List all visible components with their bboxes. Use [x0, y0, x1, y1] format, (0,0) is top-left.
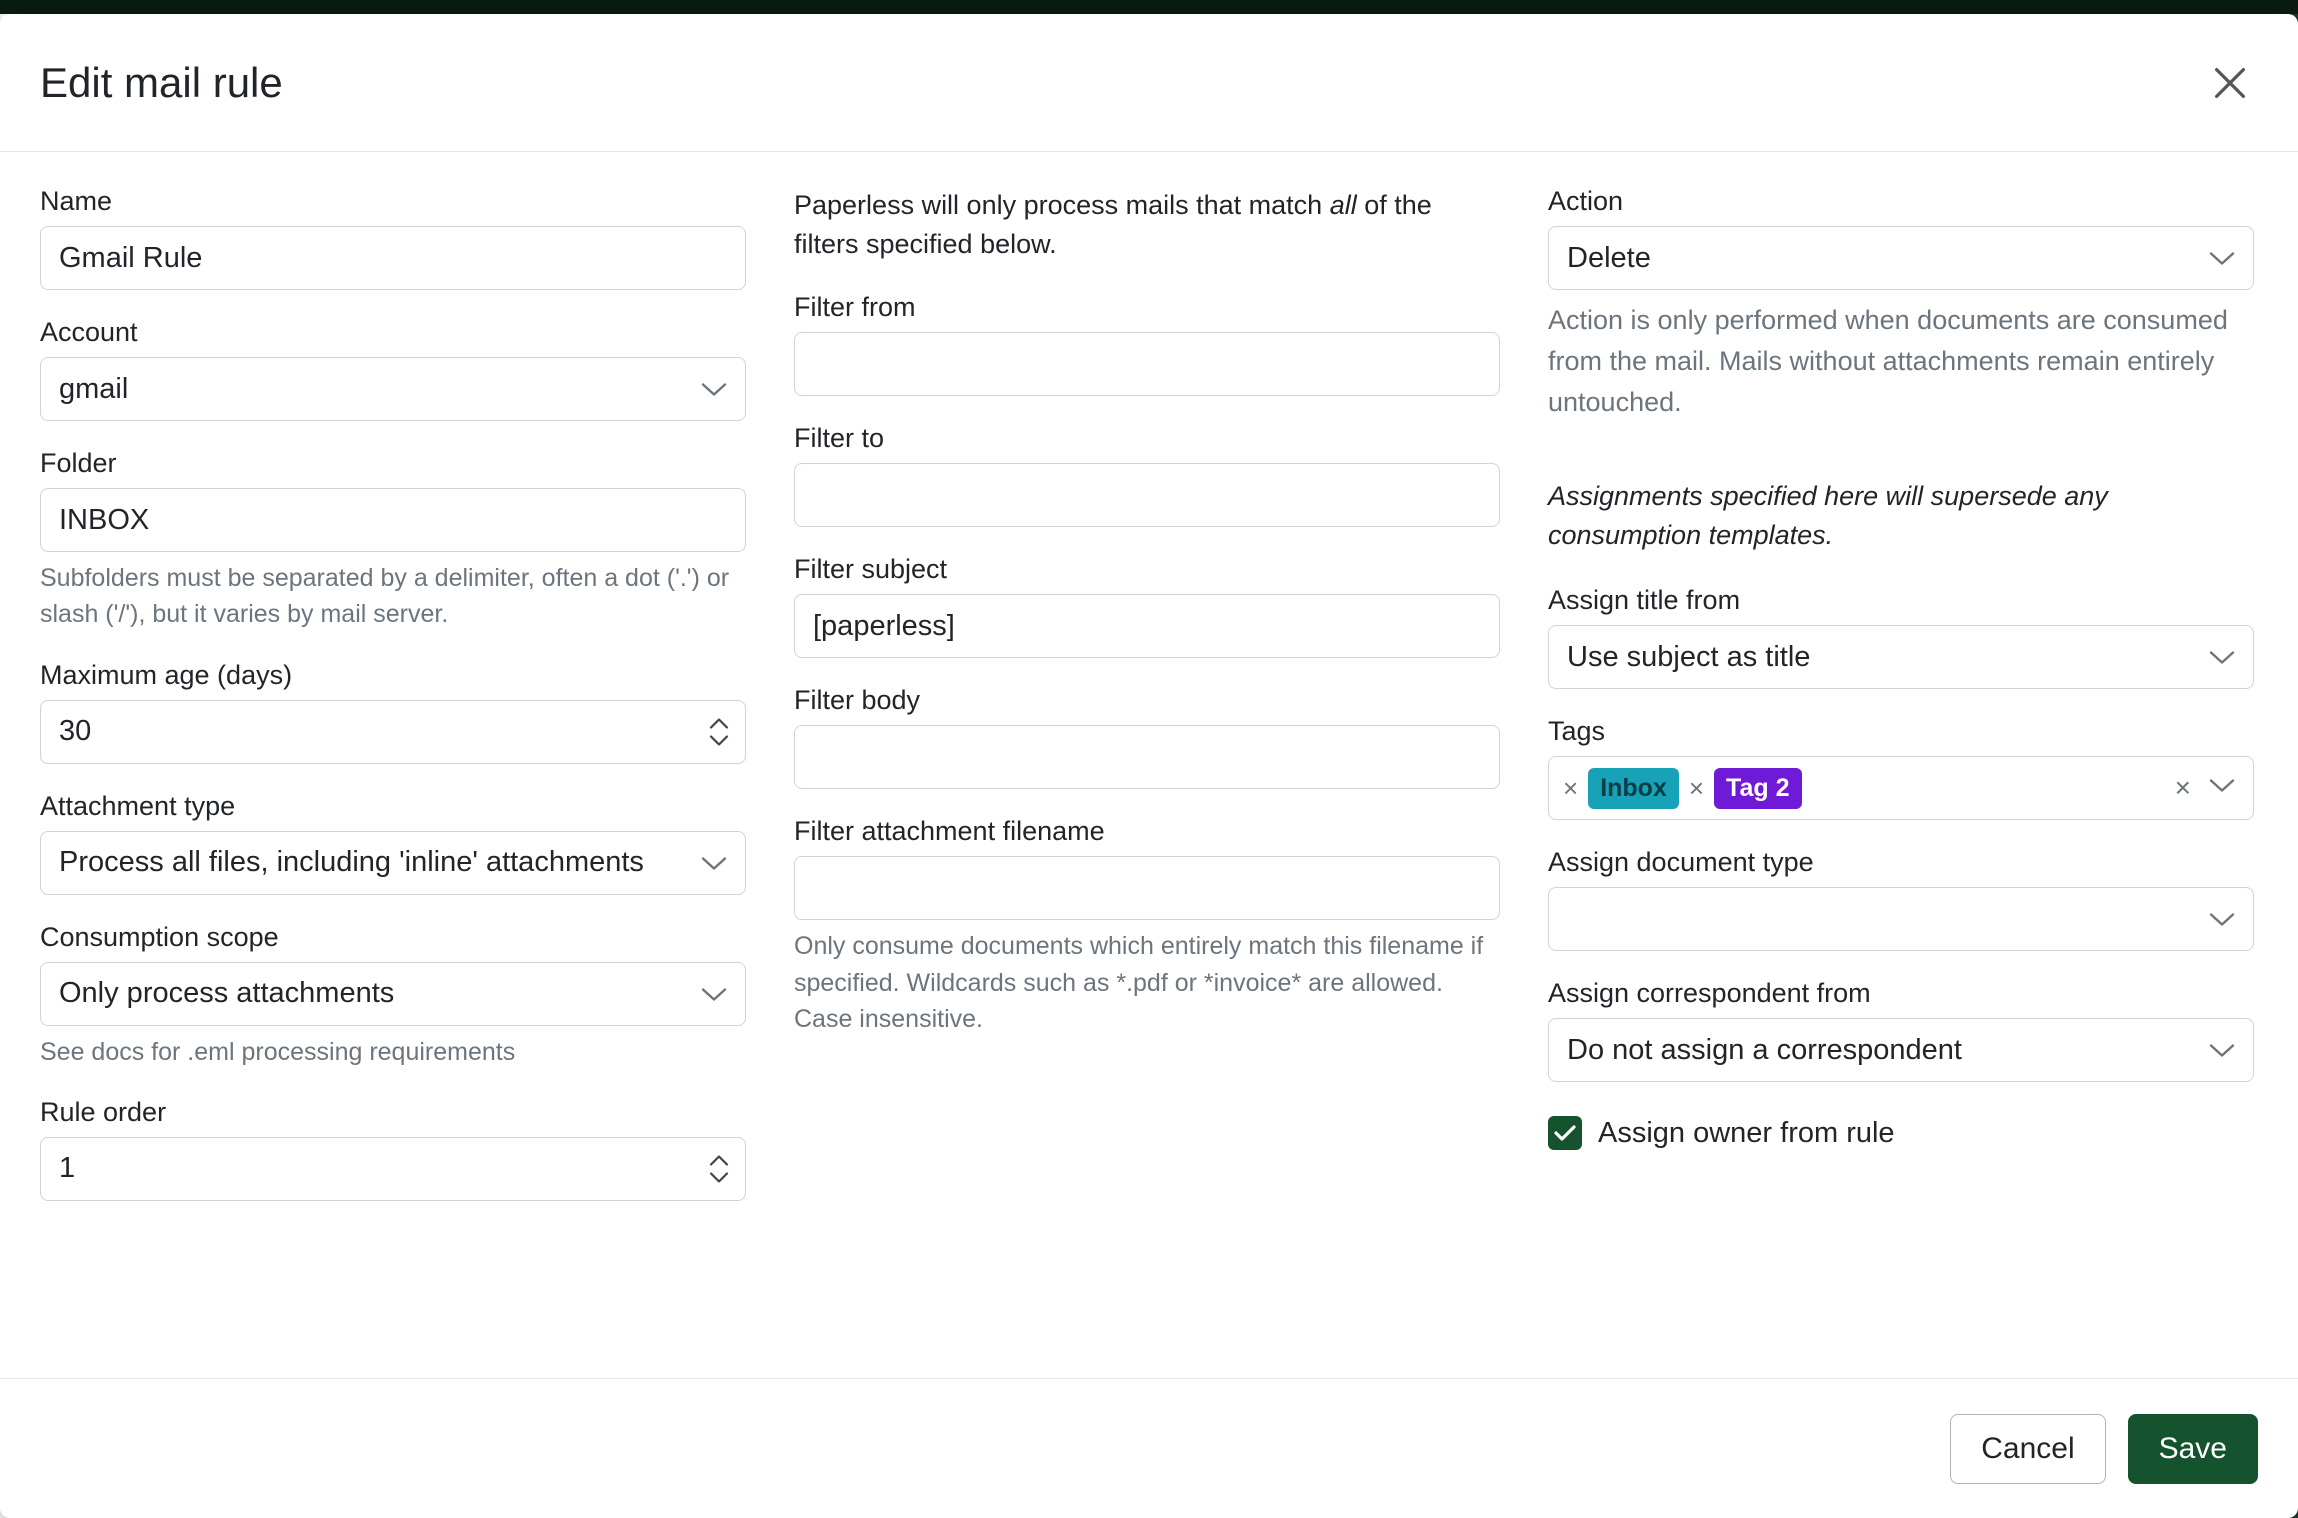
chevron-down-icon	[2209, 903, 2235, 936]
field-folder	[40, 448, 746, 633]
tag-chip-label: Inbox	[1600, 773, 1667, 802]
assign-owner-checkbox[interactable]	[1548, 1116, 1582, 1150]
field-account	[40, 317, 746, 421]
rule-order-label: Rule order	[40, 1096, 167, 1127]
filter-body-label: Filter body	[794, 685, 921, 716]
attachment-type-value: Process all files, including 'inline' attachments	[59, 846, 644, 878]
edit-mail-rule-dialog	[0, 14, 2298, 1518]
filter-attachment-filename-label: Filter attachment filename	[794, 816, 1105, 847]
assign-owner-label: Assign owner from rule	[1598, 1116, 1895, 1149]
attachment-type-label: Attachment type	[40, 790, 236, 821]
column-general	[40, 186, 746, 1377]
field-action	[1548, 186, 2254, 423]
tags-label: Tags	[1548, 716, 1606, 747]
maximum-age-label: Maximum age (days)	[40, 659, 293, 690]
maximum-age-wrapper	[40, 700, 746, 764]
assign-correspondent-from-select[interactable]	[1548, 1018, 2254, 1082]
field-maximum-age	[40, 660, 746, 764]
backdrop-top-bar	[0, 0, 2298, 14]
field-tags	[1548, 716, 2254, 820]
filter-from-label: Filter from	[794, 292, 916, 323]
column-filters	[794, 186, 1500, 1377]
dialog-footer	[0, 1378, 2298, 1518]
field-filter-to	[794, 423, 1500, 527]
assign-correspondent-from-value: Do not assign a correspondent	[1567, 1033, 1962, 1066]
assign-title-from-value: Use subject as title	[1567, 640, 1811, 673]
filters-intro-text	[794, 186, 1500, 264]
filter-subject-input[interactable]	[794, 594, 1500, 658]
chevron-down-icon	[2209, 641, 2235, 674]
save-button[interactable]: Save	[2128, 1414, 2258, 1484]
chevron-down-icon	[701, 373, 727, 406]
field-assign-correspondent-from	[1548, 978, 2254, 1082]
name-label: Name	[40, 186, 113, 216]
tag-remove-icon[interactable]: ×	[1563, 772, 1579, 803]
filters-intro-post: of the filters specified below.	[794, 190, 1432, 260]
dialog-body	[0, 152, 2298, 1377]
filter-attachment-help-text: Only consume documents which entirely match this filename if specified. Wildcards such as *.pdf or *invoice* are allowed. Case insensitive.	[794, 932, 1484, 1033]
assign-document-type-select[interactable]	[1548, 887, 2254, 951]
filter-subject-label: Filter subject	[794, 554, 948, 585]
consumption-scope-help-text: See docs for .eml processing requirements	[40, 1037, 516, 1066]
rule-order-input[interactable]	[40, 1137, 746, 1201]
consumption-scope-value: Only process attachments	[59, 977, 395, 1009]
filters-intro-pre: Paperless will only process mails that match	[794, 190, 1330, 220]
attachment-type-select[interactable]	[40, 831, 746, 895]
field-assign-document-type	[1548, 847, 2254, 951]
assign-title-from-select[interactable]	[1548, 625, 2254, 689]
field-filter-from	[794, 292, 1500, 396]
action-label: Action	[1548, 186, 1624, 216]
assign-correspondent-from-label: Assign correspondent from	[1548, 978, 1871, 1009]
chevron-down-icon[interactable]	[2209, 778, 2235, 799]
filter-to-input[interactable]	[794, 463, 1500, 527]
column-actions	[1548, 186, 2254, 1377]
field-attachment-type	[40, 791, 746, 895]
folder-help-text: Subfolders must be separated by a delimiter, often a dot ('.') or slash ('/'), but it varies by mail server.	[40, 564, 730, 629]
consumption-scope-label: Consumption scope	[40, 921, 279, 952]
stepper-icon[interactable]	[708, 716, 730, 747]
tag-remove-icon[interactable]: ×	[1688, 772, 1705, 803]
chevron-down-icon	[2209, 242, 2235, 275]
clear-all-icon[interactable]: ×	[2174, 772, 2191, 804]
assign-title-from-label: Assign title from	[1548, 585, 1741, 616]
assignments-note: Assignments specified here will supersede any consumption templates.	[1548, 481, 2108, 551]
assign-document-type-label: Assign document type	[1548, 847, 1814, 878]
consumption-scope-select[interactable]	[40, 962, 746, 1026]
close-icon[interactable]	[2202, 55, 2258, 111]
folder-input[interactable]	[40, 488, 746, 552]
tag-chip[interactable]	[1588, 768, 1679, 809]
assign-owner-from-rule-row[interactable]	[1548, 1116, 2254, 1150]
folder-label: Folder	[40, 448, 117, 478]
chevron-down-icon	[701, 977, 727, 1010]
filter-to-label: Filter to	[794, 423, 885, 454]
dialog-title: Edit mail rule	[40, 58, 283, 106]
account-label: Account	[40, 317, 138, 347]
action-select-value: Delete	[1567, 241, 1651, 274]
field-assign-title-from	[1548, 585, 2254, 689]
maximum-age-input[interactable]	[40, 700, 746, 764]
name-input[interactable]	[40, 226, 746, 290]
filter-attachment-filename-input[interactable]	[794, 856, 1500, 920]
rule-order-wrapper	[40, 1137, 746, 1201]
dialog-header	[0, 14, 2298, 152]
tag-chip-label: Tag 2	[1726, 773, 1790, 802]
chevron-down-icon	[701, 846, 727, 879]
field-filter-subject	[794, 554, 1500, 658]
tag-chip[interactable]	[1714, 768, 1801, 809]
filters-intro-emphasis: all	[1329, 190, 1357, 220]
field-rule-order	[40, 1097, 746, 1201]
filter-body-input[interactable]	[794, 725, 1500, 789]
action-select[interactable]	[1548, 226, 2254, 290]
field-filter-attachment-filename	[794, 816, 1500, 1037]
field-consumption-scope	[40, 922, 746, 1070]
filter-from-input[interactable]	[794, 332, 1500, 396]
field-name	[40, 186, 746, 290]
cancel-button[interactable]: Cancel	[1950, 1414, 2105, 1484]
stepper-icon[interactable]	[708, 1153, 730, 1184]
action-help-text: Action is only performed when documents are consumed from the mail. Mails without attachments remain entirely untouched.	[1548, 305, 2228, 418]
chevron-down-icon	[2209, 1034, 2235, 1067]
account-select[interactable]	[40, 357, 746, 421]
account-select-value: gmail	[59, 372, 129, 405]
field-filter-body	[794, 685, 1500, 789]
tags-input[interactable]	[1548, 756, 2254, 820]
